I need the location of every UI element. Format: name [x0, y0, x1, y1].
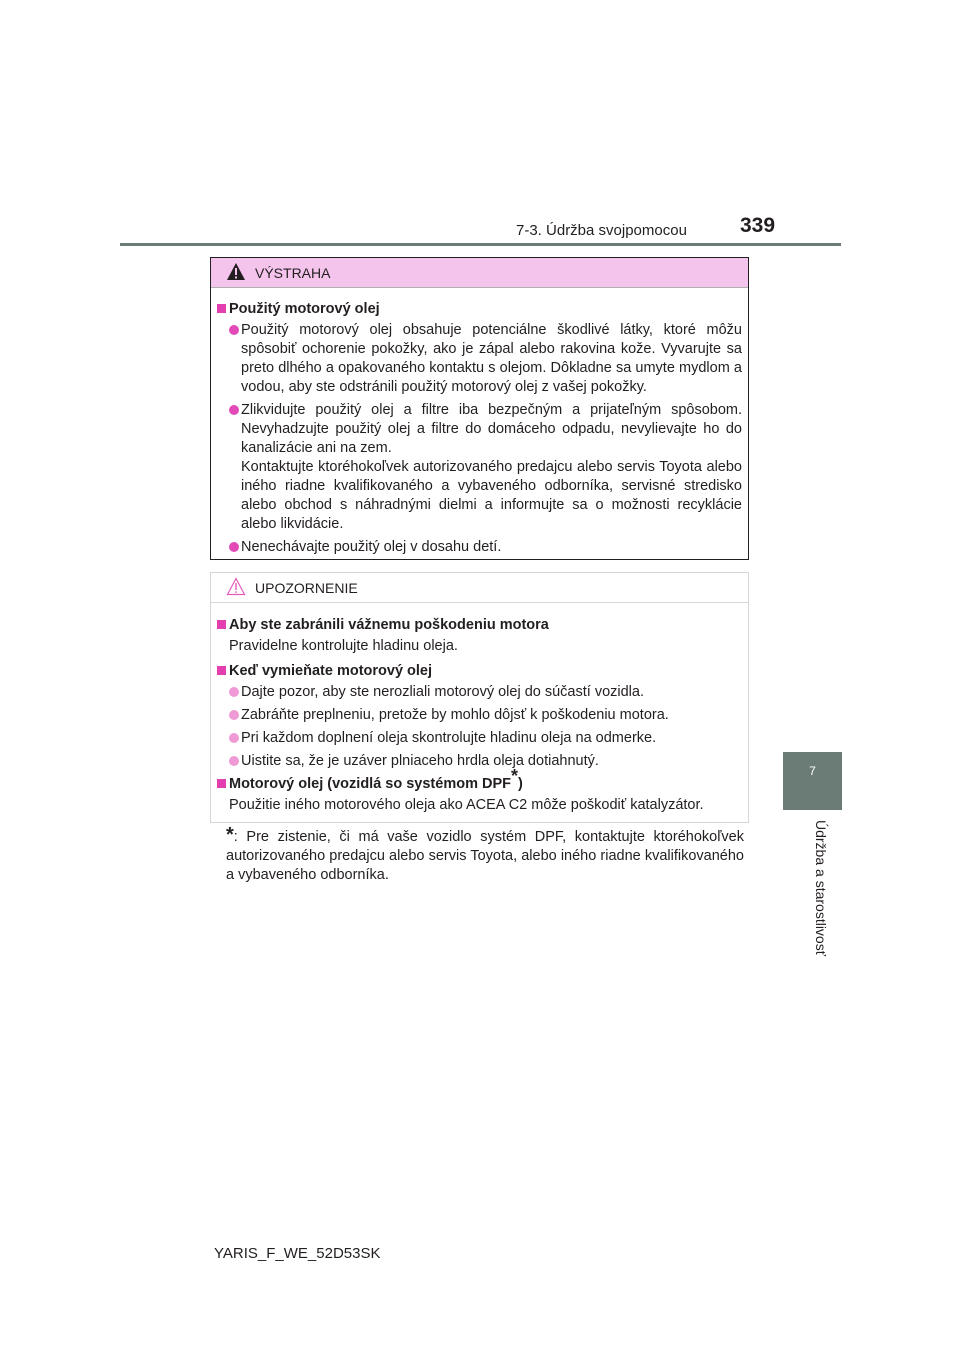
list-item: Pri každom doplnení oleja skontrolujte hladinu oleja na odmerke. [217, 729, 742, 748]
caution-text: Pravidelne kontrolujte hladinu oleja. [229, 638, 458, 654]
document-id: YARIS_F_WE_52D53SK [214, 1245, 381, 1262]
list-item-continuation: Kontaktujte ktoréhokoľvek autorizovaného predajcu alebo servis Toyota alebo iného riadne kvalifikovaného a vybaveného odborníka, servisné stredisko alebo obchod s náhradnými dielmi a informujte sa o možnosti recyklácie alebo likvidácie. [241, 459, 742, 532]
footnote [226, 824, 744, 885]
square-bullet-icon [217, 666, 226, 675]
square-bullet-icon [217, 779, 226, 788]
footnote-text: : Pre zistenie, či má vaše vozidlo systém DPF, kontaktujte ktoréhokoľvek autorizovaného predajcu alebo servis Toyota, alebo iného riadne kvalifikovaného a vybaveného odborníka. [226, 829, 744, 883]
section-title: 7-3. Údržba svojpomocou [516, 222, 687, 239]
dot-bullet-icon [229, 542, 239, 552]
list-item: Zlikvidujte použitý olej a filtre iba bezpečným a prijateľným spôsobom. Nevyhadzujte použitý olej a filtre do domáceho odpadu, nevylievajte ho do kanalizácie ani na zem. Kontaktujte ktoréhokoľvek autorizovaného predajcu alebo servis Toyota alebo iného riadne kvalifikovaného a vybaveného odborníka, servisné stredisko alebo obchod s náhradnými dielmi a informujte sa o možnosti recyklácie alebo likvidácie. [217, 401, 742, 534]
square-bullet-icon [217, 620, 226, 629]
warning-header [211, 258, 748, 288]
chapter-tab-number: 7 [809, 764, 816, 778]
caution-text: Použitie iného motorového oleja ako ACEA C2 môže poškodiť katalyzátor. [229, 797, 704, 813]
square-bullet-icon [217, 304, 226, 313]
warning-box [210, 257, 749, 560]
caution-box [210, 572, 749, 823]
chapter-tab-label: Údržba a starostlivosť [813, 820, 829, 956]
dot-bullet-icon [229, 405, 239, 415]
dot-bullet-icon [229, 710, 239, 720]
caution-title: UPOZORNENIE [255, 580, 358, 596]
caution-header [211, 573, 748, 603]
list-item: Zabráňte preplneniu, pretože by mohlo dôjsť k poškodeniu motora. [217, 706, 742, 725]
chapter-tab[interactable] [783, 752, 842, 810]
footnote-marker: * [511, 766, 519, 787]
dot-bullet-icon [229, 325, 239, 335]
dot-bullet-icon [229, 733, 239, 743]
warning-heading: Použitý motorový olej [217, 300, 742, 319]
page-number: 339 [740, 214, 776, 237]
list-item: Dajte pozor, aby ste nerozliali motorový olej do súčastí vozidla. [217, 683, 742, 702]
list-item: Použitý motorový olej obsahuje potenciálne škodlivé látky, ktoré môžu spôsobiť ochorenie pokožky, ako je zápal alebo rakovina kože. Vyvarujte sa preto dlhého a opakovaného kontaktu s olejom. Dôkladne sa umyte mydlom a vodou, aby ste odstránili použitý motorový olej z vašej pokožky. [217, 321, 742, 397]
caution-heading: Motorový olej (vozidlá so systémom DPF*) [217, 775, 742, 794]
warning-triangle-filled-icon [226, 262, 246, 286]
footnote-mark: * [226, 824, 234, 846]
dot-bullet-icon [229, 687, 239, 697]
list-item: Nenechávajte použitý olej v dosahu detí. [217, 538, 742, 557]
header-divider [120, 243, 841, 246]
caution-heading: Aby ste zabránili vážnemu poškodeniu motora [217, 616, 742, 635]
warning-title: VÝSTRAHA [255, 265, 331, 281]
dot-bullet-icon [229, 756, 239, 766]
list-item: Uistite sa, že je uzáver plniaceho hrdla oleja dotiahnutý. [217, 752, 742, 771]
caution-heading: Keď vymieňate motorový olej [217, 662, 742, 681]
warning-triangle-outline-icon [226, 577, 246, 601]
